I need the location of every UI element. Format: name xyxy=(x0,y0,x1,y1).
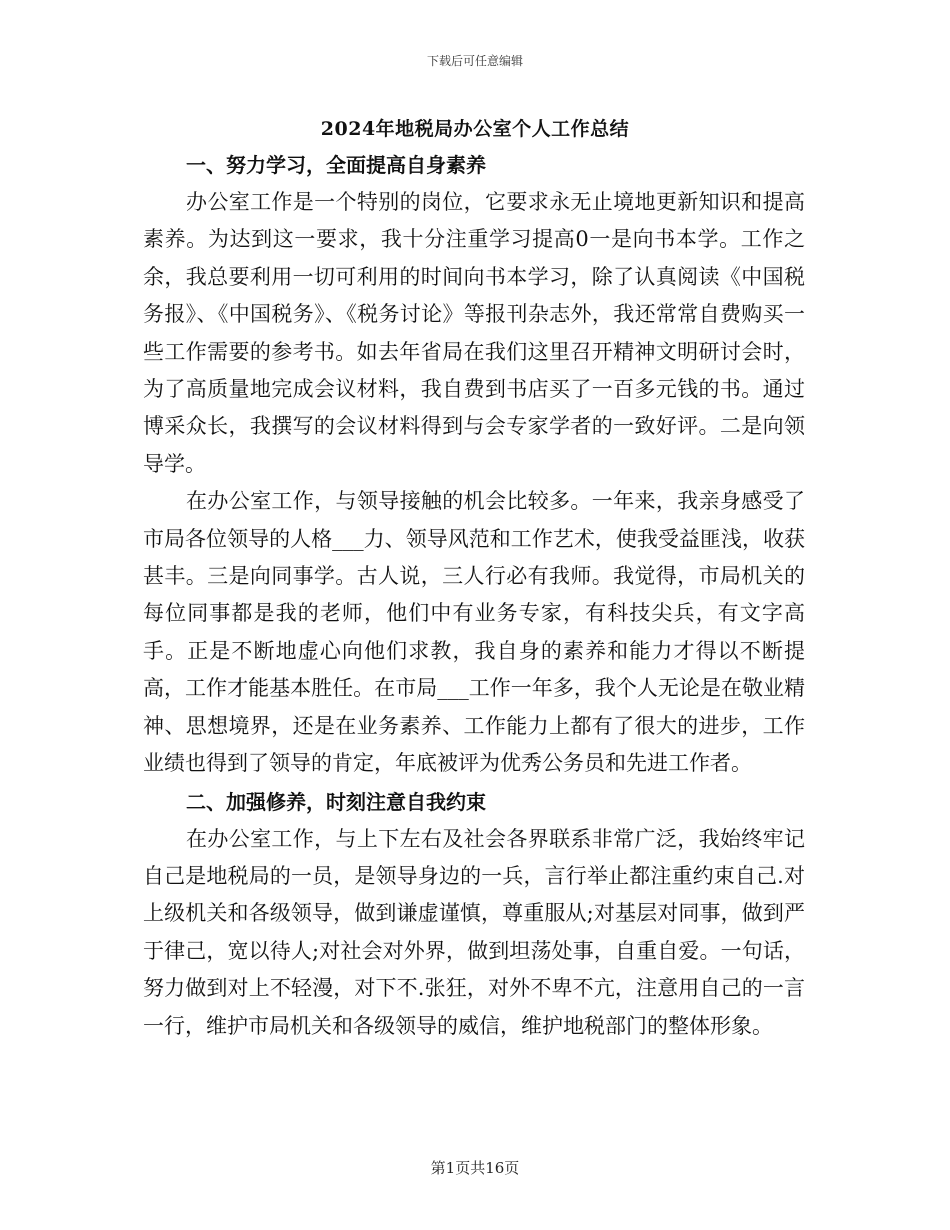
header-note: 下载后可任意编辑 xyxy=(426,54,523,68)
paragraph: 在办公室工作，与上下左右及社会各界联系非常广泛，我始终牢记自己是地税局的一员，是领导身边的一兵，言行举止都注重约束自己.对上级机关和各级领导，做到谦虚谨慎，尊重服从;对基层对同事，做到严于律己，宽以待人;对社会对外界，做到坦荡处事，自重自爱。一句话，努力做到对上不轻漫，对下不.张狂，对外不卑不亢，注意用自己的一言一行，维护市局机关和各级领导的威信，维护地税部门的整体形象。 xyxy=(143,826,805,1038)
section-heading-1: 一、努力学习，全面提高自身素养 xyxy=(186,153,486,177)
paragraph: 在办公室工作，与领导接触的机会比较多。一年来，我亲身感受了市局各位领导的人格___力、领导风范和工作艺术，使我受益匪浅，收获甚丰。三是向同事学。古人说，三人行必有我师。我觉得，市局机关的每位同事都是我的老师，他们中有业务专家，有科技尖兵，有文字高手。正是不断地虚心向他们求教，我自身的素养和能力才得以不断提高，工作才能基本胜任。在市局___工作一年多，我个人无论是在敬业精神、思想境界，还是在业务素养、工作能力上都有了很大的进步，工作业绩也得到了领导的肯定，年底被评为优秀公务员和先进工作者。 xyxy=(143,489,805,776)
document-body xyxy=(143,146,805,1045)
document-title: 2024年地税局办公室个人工作总结 xyxy=(320,118,630,140)
page-footer: 第1页共16页 xyxy=(430,1159,520,1177)
section-heading-2: 二、加强修养，时刻注意自我约束 xyxy=(186,789,486,814)
paragraph: 办公室工作是一个特别的岗位，它要求永无止境地更新知识和提高素养。为达到这一要求，我十分注重学习提高0一是向书本学。工作之余，我总要利用一切可利用的时间向书本学习，除了认真阅读《中国税务报》、《中国税务》、《税务讨论》等报刊杂志外，我还常常自费购买一些工作需要的参考书。如去年省局在我们这里召开精神文明研讨会时，为了高质量地完成会议材料，我自费到书店买了一百多元钱的书。通过博采众长，我撰写的会议材料得到与会专家学者的一致好评。二是向领导学。 xyxy=(143,190,805,476)
